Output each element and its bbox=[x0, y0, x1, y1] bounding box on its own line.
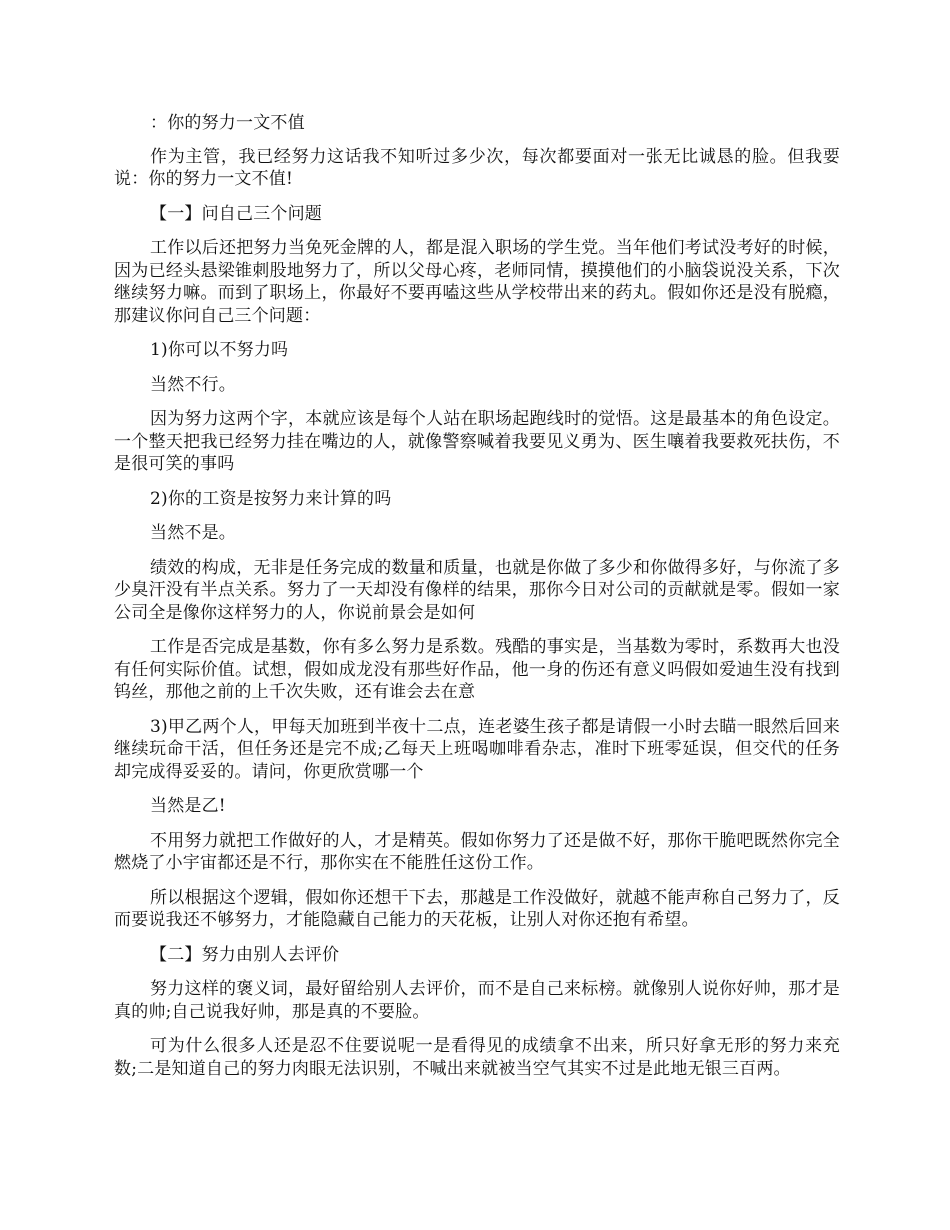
paragraph: 绩效的构成，无非是任务完成的数量和质量，也就是你做了多少和你做得多好，与你流了多少臭汗没有半点关系。努力了一天却没有像样的结果，那你今日对公司的贡献就是零。假如一家公司全是像你这样努力的人，你说前景会是如何 bbox=[114, 557, 840, 623]
question-item: 2)你的工资是按努力来计算的吗 bbox=[150, 488, 392, 509]
paragraph: 所以根据这个逻辑，假如你还想干下去，那越是工作没做好，就越不能声称自己努力了，反而要说我还不够努力，才能隐藏自己能力的天花板，让别人对你还抱有希望。 bbox=[114, 887, 840, 930]
paragraph: 努力这样的褒义词，最好留给别人去评价，而不是自己来标榜。就像别人说你好帅，那才是真的帅;自己说我好帅，那是真的不要脸。 bbox=[114, 979, 840, 1022]
answer-line: 当然是乙! bbox=[150, 796, 226, 816]
paragraph: 工作以后还把努力当免死金牌的人，都是混入职场的学生党。当年他们考试没考好的时候，因为已经头悬梁锥刺股地努力了，所以父母心疼，老师同情，摸摸他们的小脑袋说没关系，下次继续努力嘛。而到了职场上，你最好不要再嗑这些从学校带出来的药丸。假如你还是没有脱瘾，那建议你问自己三个问题： bbox=[114, 238, 840, 326]
paragraph: 作为主管，我已经努力这话我不知听过多少次，每次都要面对一张无比诚恳的脸。但我要说：你的努力一文不值! bbox=[114, 146, 840, 189]
answer-line: 当然不行。 bbox=[150, 374, 236, 395]
document-body bbox=[114, 112, 840, 1092]
paragraph: 不用努力就把工作做好的人，才是精英。假如你努力了还是做不好，那你干脆吧既然你完全燃烧了小宇宙都还是不行，那你实在不能胜任这份工作。 bbox=[114, 830, 840, 873]
question-item: 3)甲乙两个人，甲每天加班到半夜十二点，连老婆生孩子都是请假一小时去瞄一眼然后回来继续玩命干活，但任务还是完不成;乙每天上班喝咖啡看杂志，准时下班零延误，但交代的任务却完成得妥妥的。请问，你更欣赏哪一个 bbox=[114, 716, 840, 782]
section-heading: 【一】问自己三个问题 bbox=[150, 203, 322, 224]
answer-line: 当然不是。 bbox=[150, 523, 236, 543]
question-item: 1)你可以不努力吗 bbox=[150, 340, 289, 360]
section-heading: 【二】努力由别人去评价 bbox=[150, 944, 340, 965]
paragraph: 可为什么很多人还是忍不住要说呢一是看得见的成绩拿不出来，所只好拿无形的努力来充数;二是知道自己的努力肉眼无法识别，不喊出来就被当空气其实不过是此地无银三百两。 bbox=[114, 1036, 840, 1079]
document-title: ：你的努力一文不值 bbox=[150, 113, 305, 133]
paragraph: 因为努力这两个字，本就应该是每个人站在职场起跑线时的觉悟。这是最基本的角色设定。一个整天把我已经努力挂在嘴边的人，就像警察喊着我要见义勇为、医生嚷着我要救死扶伤，不是很可笑的事吗 bbox=[114, 409, 840, 474]
paragraph: 工作是否完成是基数，你有多么努力是系数。残酷的事实是，当基数为零时，系数再大也没有任何实际价值。试想，假如成龙没有那些好作品，他一身的伤还有意义吗假如爱迪生没有找到钨丝，那他之前的上千次失败，还有谁会去在意 bbox=[114, 637, 840, 702]
